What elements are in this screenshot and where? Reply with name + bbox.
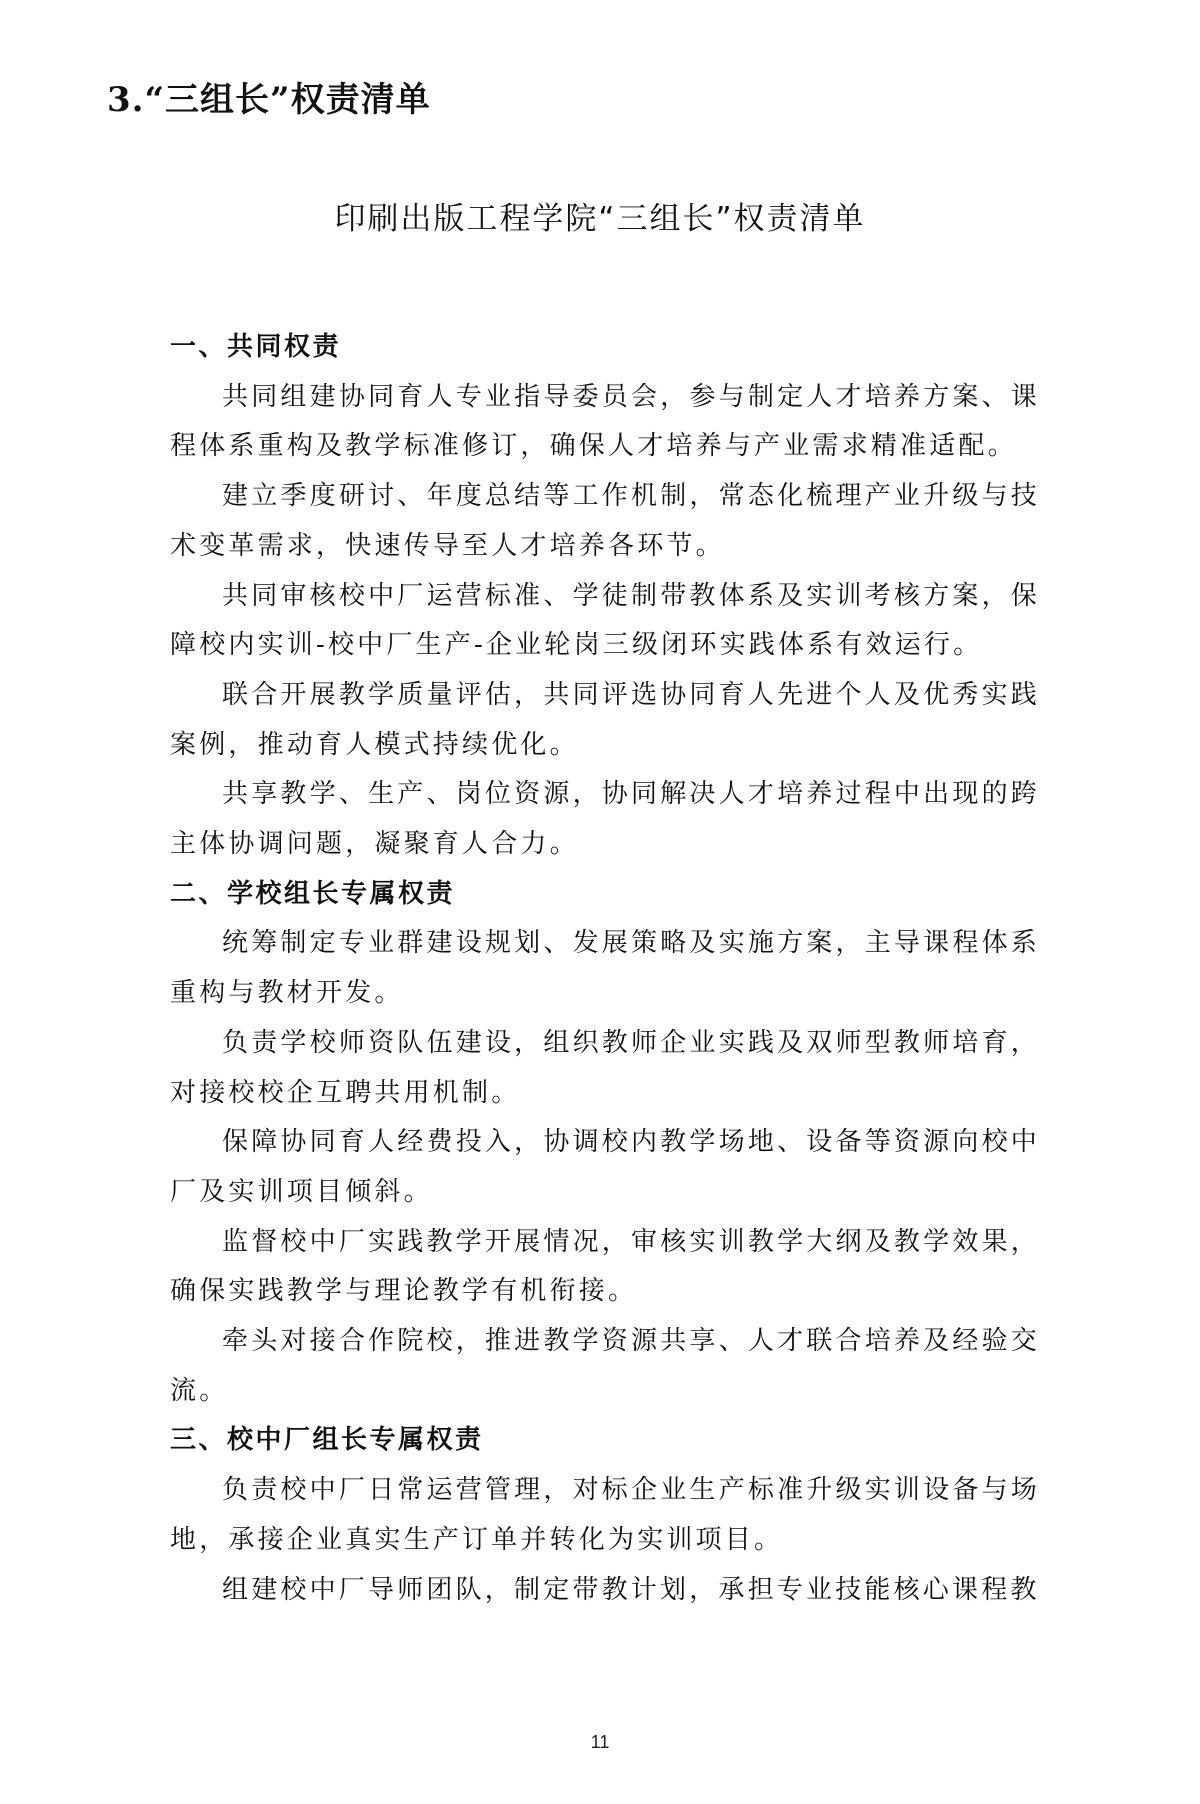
paragraph: 共享教学、生产、岗位资源，协同解决人才培养过程中出现的跨主体协调问题，凝聚育人合力。 xyxy=(170,779,1040,860)
paragraph: 负责校中厂日常运营管理，对标企业生产标准升级实训设备与场地，承接企业真实生产订单并转化为实训项目。 xyxy=(170,1475,1040,1555)
document-heading: 3.“三组长”权责清单 xyxy=(107,80,431,120)
paragraph: 共同组建协同育人专业指导委员会，参与制定人才培养方案、课程体系重构及教学标准修订，确保人才培养与产业需求精准适配。 xyxy=(170,381,1040,462)
document-body xyxy=(170,323,1040,1615)
paragraph: 共同审核校中厂运营标准、学徒制带教体系及实训考核方案，保障校内实训-校中厂生产-企业轮岗三级闭环实践体系有效运行。 xyxy=(170,580,1040,661)
paragraph: 联合开展教学质量评估，共同评选协同育人先进个人及优秀实践案例，推动育人模式持续优化。 xyxy=(170,679,1040,760)
paragraph: 牵头对接合作院校，推进教学资源共享、人才联合培养及经验交流。 xyxy=(170,1326,1040,1406)
section-heading: 二、学校组长专属权责 xyxy=(170,878,456,909)
paragraph: 监督校中厂实践教学开展情况，审核实训教学大纲及教学效果，确保实践教学与理论教学有机衔接。 xyxy=(170,1226,1040,1307)
page-number: 11 xyxy=(590,1732,610,1752)
paragraph: 统筹制定专业群建设规划、发展策略及实施方案，主导课程体系重构与教材开发。 xyxy=(170,928,1040,1009)
paragraph: 组建校中厂导师团队，制定带教计划，承担专业技能核心课程教 xyxy=(222,1574,1040,1605)
section-heading: 一、共同权责 xyxy=(170,332,342,362)
paragraph: 建立季度研讨、年度总结等工作机制，常态化梳理产业升级与技术变革需求，快速传导至人才培养各环节。 xyxy=(170,481,1040,561)
section-factory-leader-duties xyxy=(170,1416,1040,1615)
section-shared-duties xyxy=(170,323,1040,870)
document-title: 印刷出版工程学院“三组长”权责清单 xyxy=(334,201,866,237)
paragraph: 负责学校师资队伍建设，组织教师企业实践及双师型教师培育，对接校校企互聘共用机制。 xyxy=(170,1027,1040,1108)
section-school-leader-duties xyxy=(170,870,1040,1417)
paragraph: 保障协同育人经费投入，协调校内教学场地、设备等资源向校中厂及实训项目倾斜。 xyxy=(170,1127,1040,1207)
section-heading: 三、校中厂组长专属权责 xyxy=(170,1425,484,1456)
